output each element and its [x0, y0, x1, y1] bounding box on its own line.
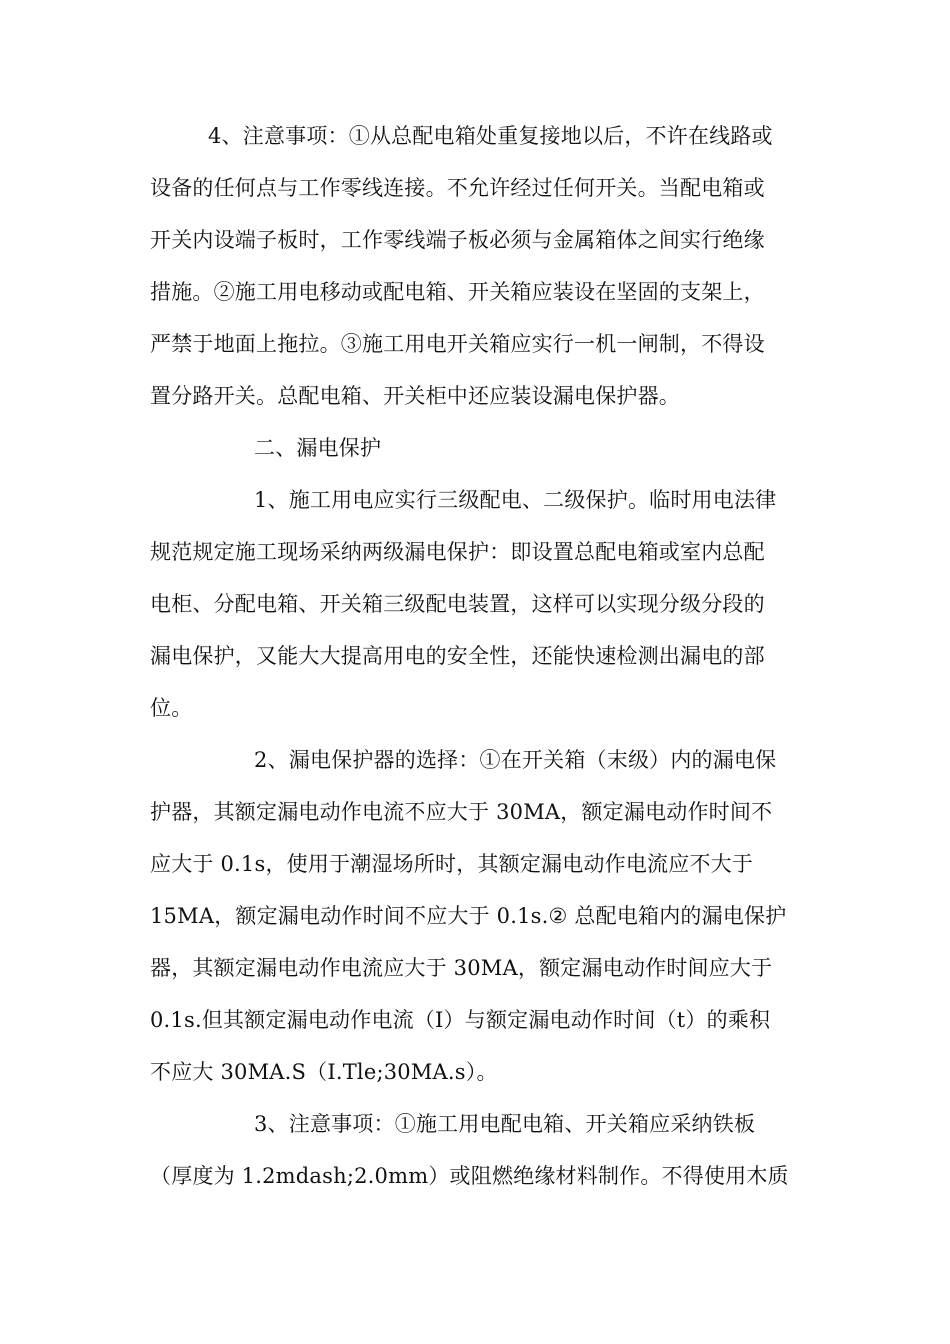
paragraph-line: 规范规定施工现场采纳两级漏电保护：即设置总配电箱或室内总配 — [150, 540, 765, 564]
paragraph-line: 漏电保护，又能大大提高用电的安全性，还能快速检测出漏电的部 — [150, 644, 765, 668]
paragraph-line: 护器，其额定漏电动作电流不应大于 30MA，额定漏电动作时间不 — [150, 800, 773, 824]
paragraph-line: 措施。②施工用电移动或配电箱、开关箱应装设在坚固的支架上， — [150, 280, 765, 304]
paragraph-line: 器，其额定漏电动作电流应大于 30MA，额定漏电动作时间应大于 — [150, 956, 773, 980]
paragraph-line: 0.1s.但其额定漏电动作电流（I）与额定漏电动作时间（t）的乘积 — [150, 1008, 771, 1032]
paragraph-line: 设备的任何点与工作零线连接。不允许经过任何开关。当配电箱或 — [150, 176, 765, 200]
paragraph-line: （厚度为 1.2mdash;2.0mm）或阻燃绝缘材料制作。不得使用木质 — [150, 1164, 789, 1188]
paragraph-line: 15MA，额定漏电动作时间不应大于 0.1s.② 总配电箱内的漏电保护 — [150, 904, 787, 928]
paragraph-line: 1、施工用电应实行三级配电、二级保护。临时用电法律 — [254, 488, 777, 512]
paragraph-line: 开关内设端子板时，工作零线端子板必须与金属箱体之间实行绝缘 — [150, 228, 765, 252]
paragraph-line: 2、漏电保护器的选择：①在开关箱（末级）内的漏电保 — [254, 748, 777, 772]
paragraph-line: 应大于 0.1s，使用于潮湿场所时，其额定漏电动作电流应不大于 — [150, 852, 754, 876]
paragraph-line: 电柜、分配电箱、开关箱三级配电装置，这样可以实现分级分段的 — [150, 592, 765, 616]
paragraph-line: 位。 — [150, 696, 193, 720]
paragraph-line: 4、注意事项：①从总配电箱处重复接地以后，不许在线路或 — [208, 124, 773, 148]
paragraph-line: 不应大 30MA.S（I.Tle;30MA.s）。 — [150, 1060, 498, 1084]
section-heading: 二、漏电保护 — [254, 436, 382, 460]
paragraph-line: 3、注意事项：①施工用电配电箱、开关箱应采纳铁板 — [254, 1112, 756, 1136]
document-body — [150, 110, 800, 1202]
paragraph-line: 置分路开关。总配电箱、开关柜中还应装设漏电保护器。 — [150, 384, 680, 408]
paragraph-line: 严禁于地面上拖拉。③施工用电开关箱应实行一机一闸制，不得设 — [150, 332, 765, 356]
